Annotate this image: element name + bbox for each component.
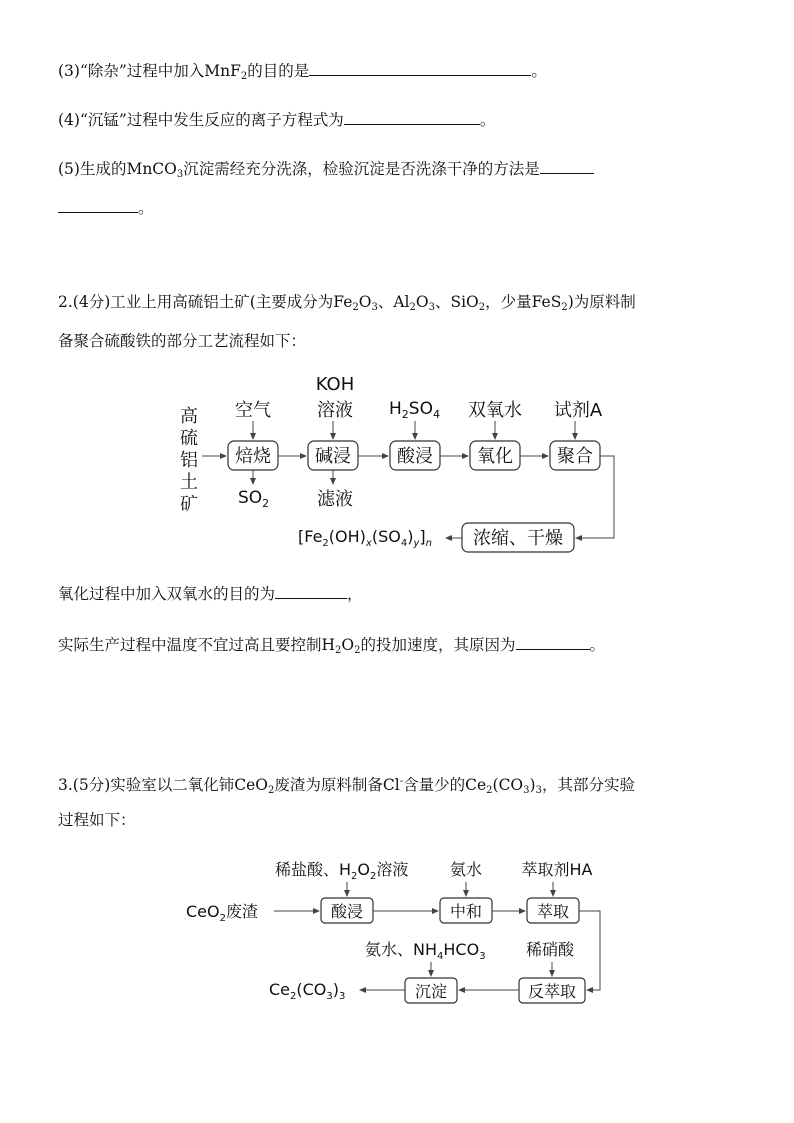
- q2-stem-line2: 备聚合硫酸铁的部分工艺流程如下：: [58, 332, 307, 350]
- input-reagent-a: 试剂A: [553, 400, 603, 421]
- reagent-dilute-nitric: 稀硝酸: [525, 940, 575, 959]
- raw-char: 高: [180, 406, 198, 427]
- step-label: 酸浸: [397, 446, 433, 467]
- raw-char: 土: [180, 472, 198, 493]
- input-h2so4: $H_2SO_4$: [389, 399, 440, 421]
- q2-stem: 2.(4分)工业上用高硫铝土矿(主要成分为$Fe_2O_3$、$Al_2O_3$、SiO$_2$，少量FeS$_2$)为原料制: [58, 293, 636, 313]
- q3-stem-line2: 过程如下：: [58, 811, 136, 829]
- raw-char: 铝: [180, 450, 198, 471]
- q2-answer-1: 氧化过程中加入双氧水的目的为 ，: [58, 585, 363, 603]
- raw-char: 矿: [180, 494, 198, 515]
- product-polyferric-sulfate: $[Fe_2(OH)_x(SO_4)_y]_n$: [298, 527, 432, 549]
- reagent-ammonia: 氨水: [449, 860, 483, 879]
- source-ceo2-waste: CeO$_2$废渣: [186, 902, 258, 924]
- q1-part4: (4)“沉锰”过程中发生反应的离子方程式为 。: [58, 111, 496, 129]
- step-label: 聚合: [557, 446, 593, 467]
- product-ce2co33: $Ce_2(CO_3)_3$: [269, 980, 346, 1002]
- q3-stem: 3.(5分)实验室以二氧化铈CeO$_2$废渣为原料制备Cl-含量少的$Ce_2(CO_3)_3$，其部分实验: [58, 776, 635, 796]
- step-label: 反萃取: [527, 982, 577, 1001]
- raw-char: 硫: [180, 428, 198, 449]
- step-label: 中和: [449, 902, 483, 921]
- output-filtrate: 滤液: [317, 489, 353, 510]
- reagent-ammonia-nh4hco3: 氨水、$NH_4HCO_3$: [365, 940, 486, 962]
- q2-answer-2: 实际生产过程中温度不宜过高且要控制$H_2O_2$的投加速度，其原因为 。: [58, 636, 606, 656]
- reagent-extractant-ha: 萃取剂HA: [521, 860, 593, 879]
- q1-part5-cont: 。: [58, 197, 154, 219]
- input-koh: KOH: [315, 374, 355, 395]
- input-h2o2: 双氧水: [468, 400, 522, 421]
- q1-part3: (3)“除杂”过程中加入MnF$_2$的目的是 。: [58, 62, 547, 82]
- input-air: 空气: [235, 400, 271, 421]
- reagent-hcl-h2o2: 稀盐酸、$H_2O_2$溶液: [275, 860, 409, 882]
- step-label: 酸浸: [330, 902, 364, 921]
- step-label: 焙烧: [235, 446, 271, 467]
- step-label: 浓缩、干燥: [473, 528, 563, 549]
- step-label: 沉淀: [414, 982, 448, 1001]
- step-label: 萃取: [536, 902, 570, 921]
- step-label: 氧化: [477, 446, 513, 467]
- q1-part5: (5)生成的MnCO$_3$沉淀需经充分洗涤，检验沉淀是否洗涤干净的方法是: [58, 158, 594, 180]
- input-koh-solution: 溶液: [317, 400, 353, 421]
- output-so2: $SO_2$: [238, 488, 270, 510]
- step-label: 碱浸: [315, 446, 351, 467]
